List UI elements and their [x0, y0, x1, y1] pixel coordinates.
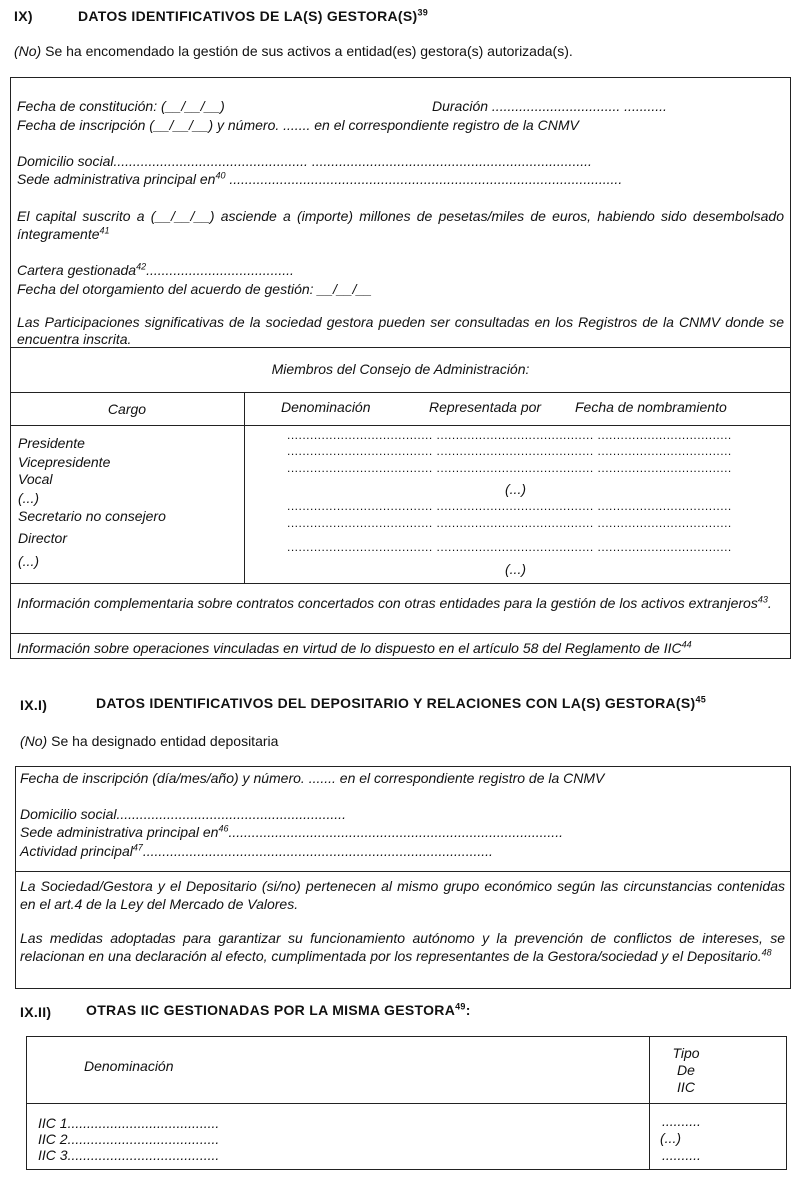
info-operaciones	[17, 640, 692, 656]
divider	[10, 425, 791, 426]
col-tipo-de-iic	[650, 1045, 722, 1096]
sede-label: Sede administrativa principal en	[20, 824, 219, 840]
dot-line: ...................................... ......................................... ...................................	[287, 499, 732, 513]
consejo-title: Miembros del Consejo de Administración:	[271, 361, 530, 377]
ellipsis: (...)	[505, 481, 526, 497]
medidas-adoptadas	[20, 929, 785, 965]
footnote-39: 39	[417, 7, 429, 18]
section-ixii-title-text: OTRAS IIC GESTIONADAS POR LA MISMA GESTORA	[86, 1002, 456, 1018]
col-denominacion: Denominación	[281, 399, 371, 415]
dot-line: ...................................... ......................................... ...................................	[287, 444, 732, 458]
sede-dots: .....................................................................................................	[225, 171, 623, 187]
footnote-48: 48	[761, 947, 772, 958]
iic-row-3: IIC 3.......................................	[38, 1147, 220, 1163]
iic-tipo-1: ..........	[662, 1113, 701, 1129]
depositario-actividad	[20, 843, 493, 859]
col-tipo-line: Tipo	[672, 1045, 700, 1061]
section-ixi-note	[20, 733, 278, 749]
sede-administrativa	[17, 171, 622, 187]
depositario-fecha-inscripcion: Fecha de inscripción (día/mes/año) y número. ....... en el correspondiente registro de la CNMV	[20, 770, 605, 786]
divider	[10, 583, 791, 584]
dot-line: ...................................... ......................................... ...................................	[287, 461, 732, 475]
section-ixi-title-text: DATOS IDENTIFICATIVOS DEL DEPOSITARIO Y RELACIONES CON LA(S) GESTORA(S)	[96, 695, 696, 711]
mismo-grupo: La Sociedad/Gestora y el Depositario (si/no) pertenecen al mismo grupo económico según las circunstancias contenidas en el art.4 de la Ley del Mercado de Valores.	[20, 878, 785, 912]
fecha-constitucion: Fecha de constitución: (__/__/__)	[17, 98, 225, 114]
dot-line: ...................................... ......................................... ...................................	[287, 540, 732, 554]
footnote-41: 41	[99, 225, 110, 236]
footnote-43: 43	[757, 594, 768, 605]
footnote-45: 45	[695, 694, 707, 705]
note-prefix: (No)	[14, 43, 42, 59]
capital-suscrito	[17, 207, 784, 243]
cargo-ellipsis: (...)	[18, 553, 39, 569]
column-divider	[244, 392, 245, 583]
section-ix-number: IX)	[14, 8, 33, 24]
iic-row-2: IIC 2.......................................	[38, 1131, 220, 1147]
info-operaciones-text: Información sobre operaciones vinculadas en virtud de lo dispuesto en el artículo 58 del Reglamento de IIC	[17, 640, 682, 656]
divider	[10, 392, 791, 393]
iic-row-1: IIC 1.......................................	[38, 1115, 220, 1131]
section-ix-title-text: DATOS IDENTIFICATIVOS DE LA(S) GESTORA(S)	[78, 8, 418, 24]
note-text: Se ha encomendado la gestión de sus activos a entidad(es) gestora(s) autorizada(s).	[41, 43, 573, 59]
cargo-ellipsis: (...)	[18, 490, 39, 506]
iic-tipo-2: (...)	[660, 1130, 681, 1146]
footnote-46: 46	[218, 823, 229, 834]
title-suffix: :	[465, 1002, 471, 1018]
section-ix-title	[78, 8, 428, 24]
col-tipo-line: De	[677, 1062, 695, 1078]
iic-tipo-3: ..........	[662, 1147, 701, 1163]
cargo-director: Director	[18, 530, 68, 546]
medidas-text: Las medidas adoptadas para garantizar su funcionamiento autónomo y la prevención de conflictos de intereses, se relacionan en una declaración al efecto, cumplimentada por los representantes de la Gestora/sociedad y el Depositario.	[20, 930, 785, 964]
section-ixi-title	[96, 695, 706, 711]
sede-dots: ......................................................................................	[228, 824, 563, 840]
note-text: Se ha designado entidad depositaria	[47, 733, 279, 749]
divider	[15, 871, 791, 872]
col-fecha-nombramiento: Fecha de nombramiento	[575, 399, 727, 415]
depositario-sede	[20, 824, 563, 840]
footnote-40: 40	[215, 170, 226, 181]
footnote-42: 42	[136, 261, 147, 272]
col-tipo-line: IIC	[677, 1079, 695, 1095]
cartera-gestionada	[17, 262, 294, 278]
section-ix-note	[14, 43, 573, 59]
cargo-presidente: Presidente	[18, 435, 85, 451]
note-prefix: (No)	[20, 733, 48, 749]
domicilio-social: Domicilio social.................................................. ........................................................................	[17, 153, 592, 169]
cargo-vocal: Vocal	[18, 471, 53, 487]
depositario-domicilio: Domicilio social...........................................................	[20, 806, 346, 822]
cargo-vicepresidente: Vicepresidente	[18, 454, 111, 470]
cargo-secretario: Secretario no consejero	[18, 508, 166, 524]
info-complementaria: Información complementaria sobre contratos concertados con otras entidades para la gestión de los activos extranjeros$^{43}$.	[17, 594, 772, 611]
section-ixii-number: IX.II)	[20, 1004, 52, 1020]
footnote-44: 44	[681, 639, 692, 650]
dot-line: ...................................... ......................................... ...................................	[287, 428, 732, 442]
actividad-label: Actividad principal	[20, 843, 133, 859]
footnote-47: 47	[132, 842, 143, 853]
cartera-label: Cartera gestionada	[17, 262, 137, 278]
fecha-otorgamiento: Fecha del otorgamiento del acuerdo de gestión: __/__/__	[17, 281, 372, 297]
duracion: Duración ................................. ...........	[432, 98, 667, 114]
info-complementaria-text: Información complementaria sobre contratos concertados con otras entidades para la gestión de los activos extranjeros	[17, 595, 758, 611]
col-representada-por: Representada por	[429, 399, 542, 415]
footnote-49: 49	[455, 1001, 466, 1012]
ellipsis: (...)	[505, 561, 526, 577]
cartera-dots: ......................................	[146, 262, 294, 278]
divider	[26, 1103, 787, 1104]
col-cargo: Cargo	[107, 401, 147, 417]
divider	[10, 633, 791, 634]
fecha-inscripcion: Fecha de inscripción (__/__/__) y número. ....... en el correspondiente registro de la CNMV	[17, 117, 579, 133]
actividad-dots: ..........................................................................................	[142, 843, 493, 859]
section-ixii-title	[86, 1002, 471, 1018]
participaciones-significativas: Las Participaciones significativas de la sociedad gestora pueden ser consultadas en los Registros de la CNMV donde se encuentra inscrita.	[17, 314, 784, 347]
sede-label: Sede administrativa principal en	[17, 171, 216, 187]
section-ixi-number: IX.I)	[20, 697, 48, 713]
dot-line: ...................................... ......................................... ...................................	[287, 516, 732, 530]
capital-text: El capital suscrito a (__/__/__) asciende a (importe) millones de pesetas/miles de euros, habiendo sido desembolsado íntegramente	[17, 208, 784, 242]
col-denominacion: Denominación	[84, 1058, 174, 1074]
